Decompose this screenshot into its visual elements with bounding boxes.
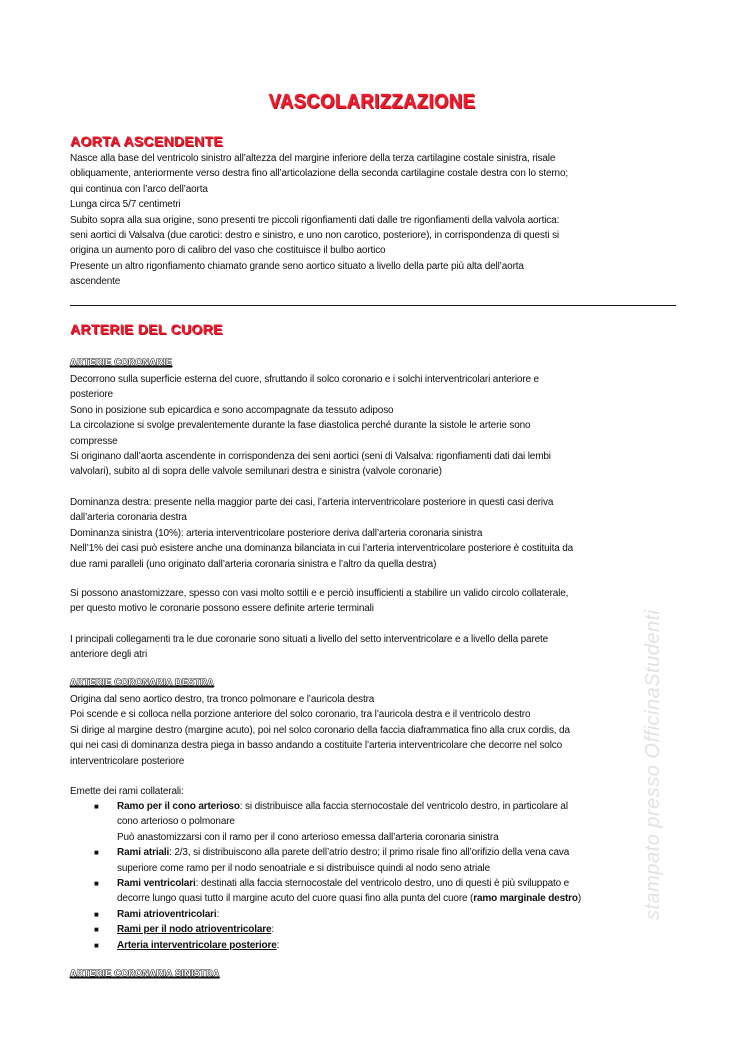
bullet-icon: ■ xyxy=(94,909,99,919)
subheading-coronarie: ARTERIE CORONARIE xyxy=(70,357,173,367)
text-line: Si dirige al margine destro (margine acuto), poi nel solco coronario della faccia diaframmatica fino alla crux cordis, da xyxy=(70,724,570,736)
coronarie-paragraph-2 xyxy=(70,495,573,572)
text-line: Decorrono sulla superficie esterna del cuore, sfruttando il solco coronario e i solchi interventricolari anteriore e xyxy=(70,374,539,385)
list-item xyxy=(70,938,581,953)
page-title: VASCOLARIZZAZIONE xyxy=(268,91,476,113)
item-text: Può anastomizzarsi con il ramo per il cono arterioso emessa dall’arteria coronaria sinistra xyxy=(117,831,499,843)
text-line: valvolari), subito al di sopra delle valvole semilunari destra e sinistra (valvole coronarie) xyxy=(70,466,442,478)
bullet-icon: ■ xyxy=(94,925,99,935)
text-line: compresse xyxy=(70,435,118,447)
text-line: origina un aumento poro di calibro del vaso che costituisce il bulbo aortico xyxy=(70,245,386,257)
text-line: anteriore degli atri xyxy=(70,649,148,661)
text-line: posteriore xyxy=(70,389,113,401)
text-line: obliquamente, anteriormente verso destra fino all’articolazione della seconda cartilagine costale destra con lo sterno; xyxy=(70,168,569,180)
item-term: Rami per il nodo atrioventricolare xyxy=(117,924,272,936)
item-text: : destinati alla faccia sternocostale del ventricolo destro, uno di questi è più sviluppato e xyxy=(195,877,570,889)
coronarie-paragraph-4 xyxy=(70,632,548,663)
subheading-coronaria-destra: ARTERIE CORONARIA DESTRA xyxy=(70,677,214,687)
item-text: superiore come ramo per il nodo senoatriale e si distribuisce quindi al nodo seno atriale xyxy=(117,862,490,874)
section-divider xyxy=(70,305,676,306)
aorta-paragraph xyxy=(70,151,568,290)
text-line: interventricolare posteriore xyxy=(70,755,185,767)
item-text: : xyxy=(216,908,220,920)
text-line: Subito sopra alla sua origine, sono presenti tre piccoli rigonfiamenti dati dalle tre rigonfiamenti della valvola aortica: xyxy=(70,214,560,226)
list-item xyxy=(70,907,581,922)
coronarie-paragraph-3 xyxy=(70,586,568,617)
text-line: seni aortici di Valsalva (due carotici: destro e sinistro, e uno non carotico, posteriore), in corrispondenza di questi si xyxy=(70,229,559,241)
text-line: Dominanza destra: presente nella maggior parte dei casi, l’arteria interventricolare posteriore in questi casi deriva xyxy=(70,497,554,508)
bullet-icon: ■ xyxy=(94,940,99,950)
text-line: Dominanza sinistra (10%): arteria interventricolare posteriore deriva dall’arteria coronaria sinistra xyxy=(70,527,483,539)
text-line: dall’arteria coronaria destra xyxy=(70,512,187,524)
item-text: : xyxy=(271,924,275,936)
destra-paragraph xyxy=(70,692,570,769)
item-text: cono arterioso o polmonare xyxy=(117,816,235,828)
text-line: Sono in posizione sub epicardica e sono accompagnate da tessuto adiposo xyxy=(70,404,394,416)
item-term: Rami atrioventricolari xyxy=(117,908,217,920)
text-line: Origina dal seno aortico destro, tra tronco polmonare e l’auricola destra xyxy=(70,694,375,705)
text-line: Si originano dall’aorta ascendente in corrispondenza dei seni aortici (seni di Valsalva: rigonfiamenti dati dai lembi xyxy=(70,450,551,462)
text-line: ascendente xyxy=(70,276,121,288)
list-item xyxy=(70,922,581,937)
item-term: Ramo per il cono arterioso xyxy=(117,801,240,812)
bullet-icon: ■ xyxy=(94,802,99,811)
text-line: due rami paralleli (uno originato dall’arteria coronaria sinistra e l’altro da quella destra) xyxy=(70,558,437,570)
text-line: Nell’1% dei casi può esistere anche una dominanza bilanciata in cui l’arteria interventricolare posteriore è costituita da xyxy=(70,543,574,555)
list-item xyxy=(70,799,581,845)
text-line: Poi scende e si colloca nella porzione anteriore del solco coronario, tra l’auricola destra e il ventricolo destro xyxy=(70,709,531,721)
item-term: Rami atriali xyxy=(117,847,170,859)
item-text: : 2/3, si distribuiscono alla parete dell’atrio destro; il primo risale fino all’orifizio della vena cava xyxy=(169,847,570,859)
item-term: Rami ventricolari xyxy=(117,877,196,889)
text-line: qui continua con l’arco dell’aorta xyxy=(70,183,208,195)
item-term: ramo marginale destro xyxy=(473,893,578,905)
list-item xyxy=(70,876,581,907)
text-line: per questo motivo le coronarie possono essere definite arterie terminali xyxy=(70,603,374,615)
item-term: Arteria interventricolare posteriore xyxy=(117,939,277,951)
coronarie-paragraph-1 xyxy=(70,372,551,480)
item-text: ) xyxy=(577,893,582,905)
bullet-icon: ■ xyxy=(94,878,99,888)
item-text: : si distribuisce alla faccia sternocostale del ventricolo destro, in particolare al xyxy=(239,801,568,812)
list-item xyxy=(70,845,581,876)
text-line: Lunga circa 5/7 centimetri xyxy=(70,199,181,211)
section-heading-cuore: ARTERIE DEL CUORE xyxy=(70,321,223,337)
text-line: Si possono anastomizzare, spesso con vasi molto sottili e e perciò insufficienti a stabilire un valido circolo collaterale, xyxy=(70,588,569,599)
rami-list xyxy=(70,799,581,953)
text-line: qui nei casi di dominanza destra piega in basso andando a costituite l’arteria interventricolare che decorre nel solco xyxy=(70,740,563,752)
watermark: stampato presso OfficinaStudenti xyxy=(642,609,664,920)
item-text: decorre lungo quasi tutto il margine acuto del cuore quasi fino alla punta del cuore ( xyxy=(117,893,474,905)
text-line: Nasce alla base del ventricolo sinistro all’altezza del margine inferiore della terza cartilagine costale sinistra, risale xyxy=(70,153,556,164)
rami-intro: Emette dei rami collaterali: xyxy=(70,786,184,797)
section-heading-aorta: AORTA ASCENDENTE xyxy=(70,133,223,149)
bullet-icon: ■ xyxy=(94,848,99,858)
text-line: Presente un altro rigonfiamento chiamato grande seno aortico situato a livello della parte più alta dell’aorta xyxy=(70,260,524,272)
text-line: I principali collegamenti tra le due coronarie sono situati a livello del setto interventricolare e a livello della parete xyxy=(70,634,549,645)
item-text: : xyxy=(276,939,280,951)
text-line: La circolazione si svolge prevalentemente durante la fase diastolica perché durante la sistole le arterie sono xyxy=(70,420,531,432)
subheading-coronaria-sinistra: ARTERIE CORONARIA SINISTRA xyxy=(70,968,220,978)
